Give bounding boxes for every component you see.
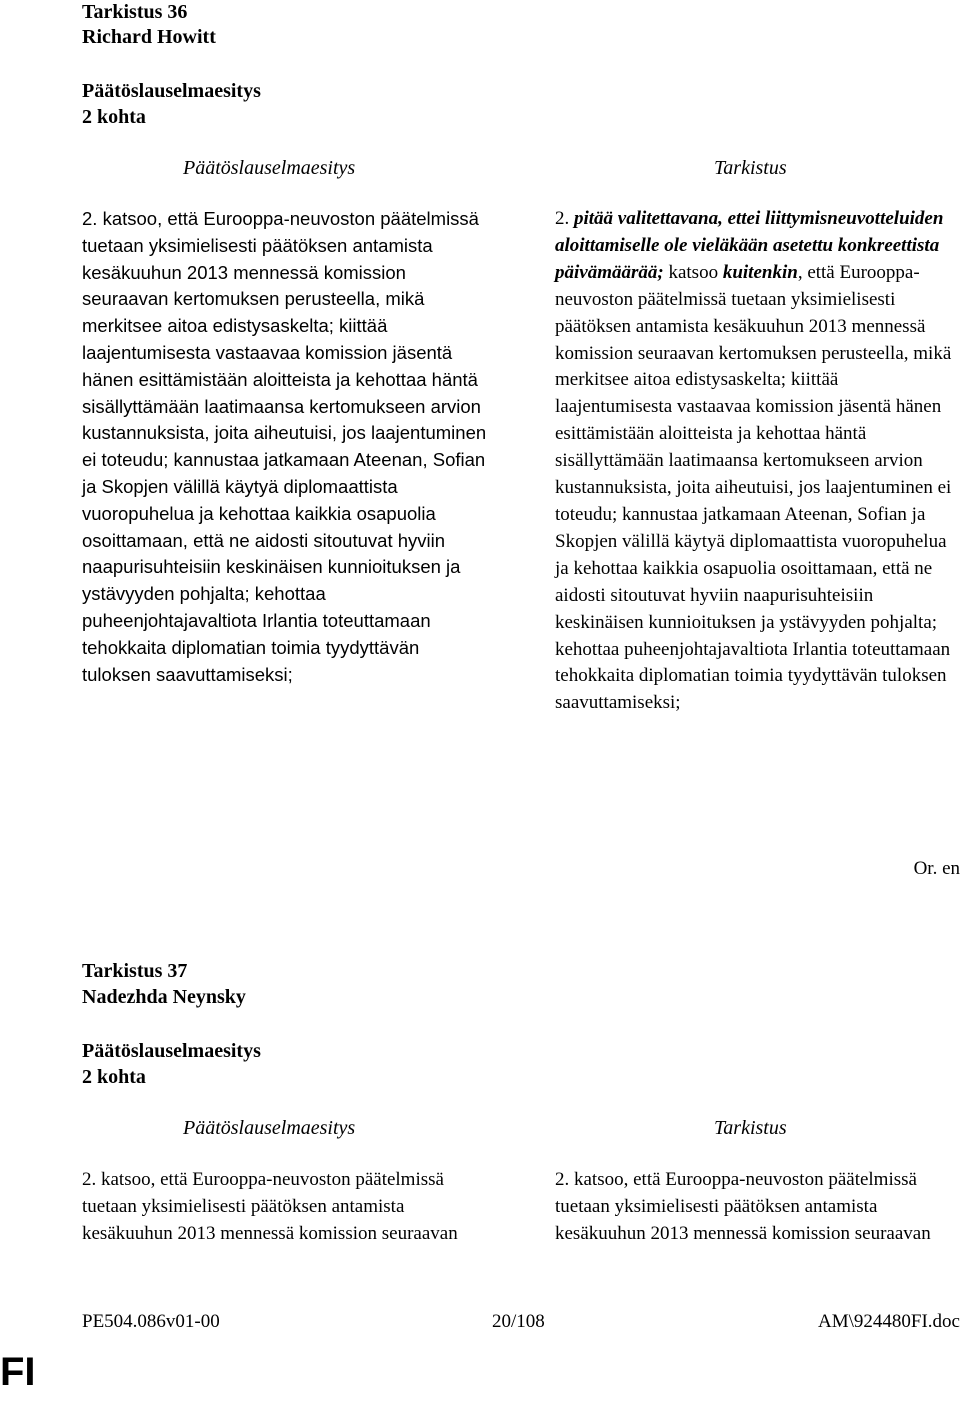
amendment-36-right-column-title: Tarkistus [714,157,787,179]
amendment-37-doc-type: Päätöslauselmaesitys [82,1040,261,1062]
amendment-36-number [82,0,187,26]
amendment-37-paragraph-ref: 2 kohta [82,1066,146,1088]
amendment-number: 36 [167,1,188,23]
footer-file-ref: AM\924480FI.doc [818,1311,960,1332]
amendment-37-left-text: 2. katsoo, että Eurooppa-neuvoston päätelmissä tuetaan yksimielisesti päätöksen antamista kesäkuuhun 2013 mennessä komission seuraavan [82,1169,458,1244]
amendment-37-left-column-title: Päätöslauselmaesitys [183,1117,356,1139]
right-text-insertion-2: kuitenkin [722,261,798,283]
right-text-prefix: 2. [555,208,574,229]
amendment-37-author: Nadezhda Neynsky [82,986,246,1008]
footer-page-number: 20/108 [492,1311,545,1332]
amendment-36-left-column-title: Päätöslauselmaesitys [183,157,356,179]
amendment-37-right-column-title: Tarkistus [714,1117,787,1139]
amendment-36-paragraph-ref: 2 kohta [82,106,146,128]
amendment-36-right-text [555,206,960,717]
right-text-rest: , että Eurooppa-neuvoston päätelmissä tuetaan yksimielisesti päätöksen antamista kesäkuuhun 2013 mennessä komission seuraavan kertomuksen perusteella, mikä merkitsee aitoa edistysaskelta; kiittää laajentumisesta vastaavaa komission jäsentä hänen esittämistään aloitteista ja kehottaa häntä sisällyttämään laatimaansa kertomukseen arvion kustannuksista, joita aiheutuisi, jos laajentuminen ei toteudu; kannustaa jatkamaan Ateenan, Sofian ja Skopjen välillä käytyä diplomaattista vuoropuhelua ja kehottaa kaikkia osapuolia osoittamaan, että ne aidosti sitoutuvat hyviin naapurisuhteisiin keskinäisen kunnioituksen ja ystävyyden pohjalta; kehottaa puheenjohtajavaltiota Irlantia toteuttamaan tehokkaita diplomatian toimia tyydyttävän tuloksen saavuttamiseksi; [555,261,952,714]
right-text-mid: katsoo [663,261,723,283]
amendment-number: 37 [167,960,188,982]
amendment-36-left-text: 2. katsoo, että Eurooppa-neuvoston päätelmissä tuetaan yksimielisesti päätöksen antamista kesäkuuhun 2013 mennessä komission seuraavan kertomuksen perusteella, mikä merkitsee aitoa edistysaskelta; kiittää laajentumisesta vastaavaa komission jäsentä hänen esittämistään aloitteista ja kehottaa häntä sisällyttämään laatimaansa kertomukseen arvion kustannuksista, joita aiheutuisi, jos laajentuminen ei toteudu; kannustaa jatkamaan Ateenan, Sofian ja Skopjen välillä käytyä diplomaattista vuoropuhelua ja kehottaa kaikkia osapuolia osoittamaan, että ne aidosti sitoutuvat hyviin naapurisuhteisiin keskinäisen kunnioituksen ja ystävyyden pohjalta; kehottaa puheenjohtajavaltiota Irlantia toteuttamaan tehokkaita diplomatian toimia tyydyttävän tuloksen saavuttamiseksi; [82,208,487,685]
footer-language-code: FI [0,1350,36,1394]
amendment-label: Tarkistus [82,1,163,23]
amendment-36-author: Richard Howitt [82,26,216,48]
amendment-36-doc-type: Päätöslauselmaesitys [82,80,261,102]
amendment-37-right-text: 2. katsoo, että Eurooppa-neuvoston päätelmissä tuetaan yksimielisesti päätöksen antamista kesäkuuhun 2013 mennessä komission seuraavan [555,1169,931,1244]
right-text-insertion: pitää valitettavana, ettei liittymisneuvotteluiden aloittamiselle ole vieläkään asetettu konkreettista päivämäärää; [555,208,944,283]
footer-doc-ref: PE504.086v01-00 [82,1311,220,1332]
original-language: Or. en [913,858,960,879]
amendment-37-number [82,958,187,985]
amendment-label: Tarkistus [82,960,163,982]
